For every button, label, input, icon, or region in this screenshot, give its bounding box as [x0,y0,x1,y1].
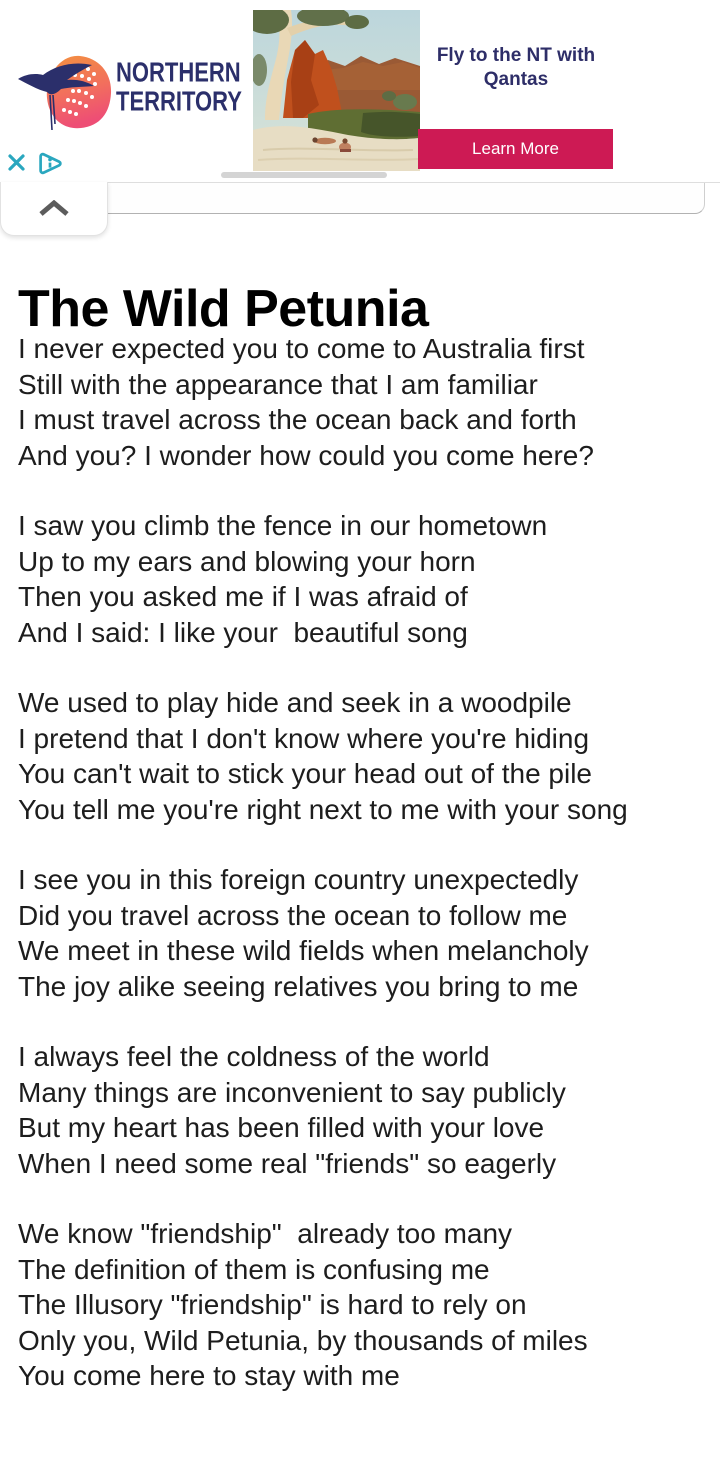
poem-line: But my heart has been filled with your love [18,1112,545,1143]
poem-line: I see you in this foreign country unexpectedly [18,864,579,895]
poem-line: The definition of them is confusing me [18,1253,490,1285]
brand-name-line2: TERRITORY [116,86,242,118]
poem-line: I pretend that I don't know where you're hiding [18,722,590,754]
poem-line: Many things are inconvenient to say publicly [18,1076,566,1108]
poem-line: When I need some real "friends" so eagerly [18,1147,557,1179]
poem-line: We know "friendship" already too many [18,1218,513,1249]
ad-headline-line1: Fly to the NT with [436,45,596,66]
poem-line: And you? I wonder how could you come here? [18,439,594,471]
ad-headline[interactable] [416,44,616,92]
poem-line: Up to my ears and blowing your horn [18,545,476,577]
collapse-ad-tab[interactable] [0,182,108,236]
poem-stanza-2 [18,508,547,650]
ad-carousel-scrollbar[interactable] [221,172,387,178]
poem-line: Then you asked me if I was afraid of [18,581,468,612]
poem-line: You tell me you're right next to me with your song [18,793,628,825]
poem-line: You can't wait to stick your head out of the pile [18,758,592,789]
poem-line: The joy alike seeing relatives you bring to me [18,970,579,1002]
poem-line: I saw you climb the fence in our hometown [18,510,548,541]
poem-stanza-3 [18,685,628,827]
brand-name-line1: NORTHERN [116,56,241,89]
poem-line: Still with the appearance that I am familiar [18,368,538,400]
poem-line: I never expected you to come to Australia first [18,333,585,364]
poem-stanza-4 [18,862,589,1004]
poem-line: The Illusory "friendship" is hard to rely on [18,1289,527,1320]
ad-close-x-icon[interactable] [6,152,27,173]
poem-stanza-6 [18,1216,588,1394]
poem-line: I always feel the coldness of the world [18,1041,490,1072]
poem-line: I must travel across the ocean back and forth [18,404,577,435]
ad-banner [0,0,720,183]
chevron-up-icon [37,200,71,217]
page-title: The Wild Petunia [18,279,429,338]
learn-more-button[interactable]: Learn More [418,129,613,169]
poem-stanza-1 [18,331,594,473]
adchoices-icon[interactable] [36,149,65,178]
poem-line: Only you, Wild Petunia, by thousands of miles [18,1324,588,1356]
poem-stanza-5 [18,1039,566,1181]
poem-line: We used to play hide and seek in a woodpile [18,687,572,718]
nt-bird-logo-icon [16,52,116,142]
poem-line: Did you travel across the ocean to follow me [18,899,568,931]
poem-line: And I said: I like your beautiful song [18,616,468,648]
poem-line: We meet in these wild fields when melancholy [18,935,589,966]
ad-photo-landscape[interactable] [253,10,420,171]
ad-headline-line2: Qantas [483,69,549,90]
poem-line: You come here to stay with me [18,1360,400,1391]
northern-territory-logo[interactable] [16,52,242,142]
